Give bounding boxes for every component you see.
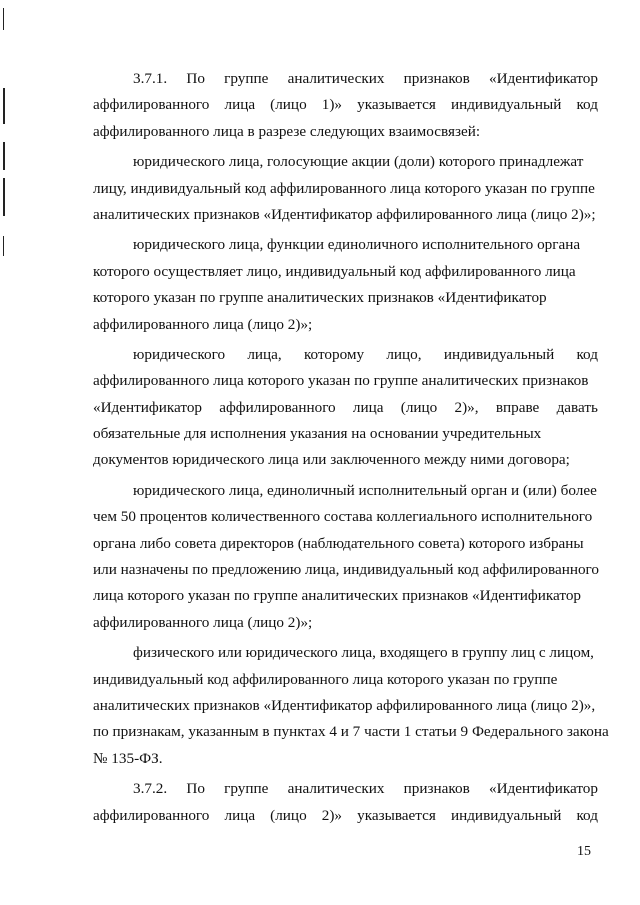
text-line: обязательные для исполнения указания на основании учредительных [93,425,542,443]
text-line: лицу, индивидуальный код аффилированного лица которого указан по группе [93,179,595,197]
text-line [93,342,598,368]
text-line: юридического лица, единоличный исполнительный орган и (или) более [133,481,597,499]
text-line: которого осуществляет лицо, индивидуальный код аффилированного лица [93,262,576,280]
text-line: которого указан по группе аналитических признаков «Идентификатор [93,289,547,307]
text-line: аффилированного лица (лицо 2)»; [93,315,313,333]
text-word: группе [224,780,269,798]
margin-mark [3,8,4,30]
text-word: аффилированного [93,96,210,114]
text-line: индивидуальный код аффилированного лица которого указан по группе [93,670,558,688]
margin-mark [3,88,5,124]
text-line [93,395,598,421]
text-word: аналитических [287,70,385,87]
paragraph [93,640,609,772]
text-line [93,66,598,92]
paragraph [93,478,598,636]
text-word: код [576,806,598,824]
text-word: индивидуальный [443,345,555,363]
paragraph [93,232,598,338]
text-word: аффилированного [93,806,210,824]
text-word: которому [303,345,365,363]
text-line [93,803,598,829]
text-word: признаков [403,780,470,798]
text-line: аффилированного лица в разрезе следующих взаимосвязей: [93,122,481,140]
text-word: код [576,96,598,114]
text-line: юридического лица, голосующие акции (доли) которого принадлежат [133,153,584,171]
text-word: указывается [357,96,436,114]
text-line: документов юридического лица или заключенного между ними договора; [93,451,570,469]
paragraph [93,66,598,145]
document-body [93,66,609,829]
paragraph [93,342,598,474]
text-word: «Идентификатор [93,398,203,416]
text-word: 1)» [321,96,343,114]
text-word: признаков [403,70,470,87]
margin-mark [3,236,4,256]
text-line: аналитических признаков «Идентификатор аффилированного лица (лицо 2)», [93,696,596,714]
text-word: группе [224,70,269,87]
text-word: (лицо [270,96,307,114]
text-line: чем 50 процентов количественного состава коллегиального исполнительного [93,508,593,526]
margin-mark [3,178,5,216]
margin-mark [3,142,5,170]
text-word: аналитических [287,780,385,798]
text-line [93,92,598,118]
text-word: «Идентификатор [488,70,598,87]
text-line: по признакам, указанным в пунктах 4 и 7 части 1 статьи 9 Федерального закона [93,723,609,741]
text-line: физического или юридического лица, входящего в группу лиц с лицом, [133,644,594,662]
text-word: код [576,345,598,363]
paragraph [93,776,598,829]
paragraph [93,149,598,228]
text-word: 3.7.2. [133,780,168,798]
text-line: юридического лица, функции единоличного исполнительного органа [133,236,581,254]
text-line: лица которого указан по группе аналитических признаков «Идентификатор [93,587,582,605]
text-line: аналитических признаков «Идентификатор аффилированного лица (лицо 2)»; [93,205,596,223]
text-word: 3.7.1. [133,70,168,87]
text-word: давать [556,398,598,416]
text-word: 2)» [321,806,343,824]
text-word: По [186,70,205,87]
text-word: лица [224,806,256,824]
text-word: (лицо [400,398,438,416]
text-word: лицо, [386,345,422,363]
text-word: (лицо [270,806,307,824]
text-word: юридического [133,345,226,363]
text-word: лица, [247,345,282,363]
text-line: аффилированного лица которого указан по группе аналитических признаков [93,372,589,390]
text-word: индивидуальный [450,96,562,114]
text-word: аффилированного [219,398,336,416]
text-word: индивидуальный [450,806,562,824]
text-line: № 135-ФЗ. [93,749,163,767]
text-line: органа либо совета директоров (наблюдательного совета) которого избраны [93,534,584,552]
text-word: лица [224,96,256,114]
text-word: 2)», [454,398,479,416]
page-number: 15 [577,844,591,859]
text-word: вправе [495,398,540,416]
text-line: или назначены по предложению лица, индивидуальный код аффилированного [93,561,599,579]
text-word: лица [352,398,384,416]
text-line: аффилированного лица (лицо 2)»; [93,613,313,631]
text-line [93,776,598,802]
text-word: указывается [357,806,436,824]
text-word: По [186,780,205,798]
text-word: «Идентификатор [488,780,598,798]
